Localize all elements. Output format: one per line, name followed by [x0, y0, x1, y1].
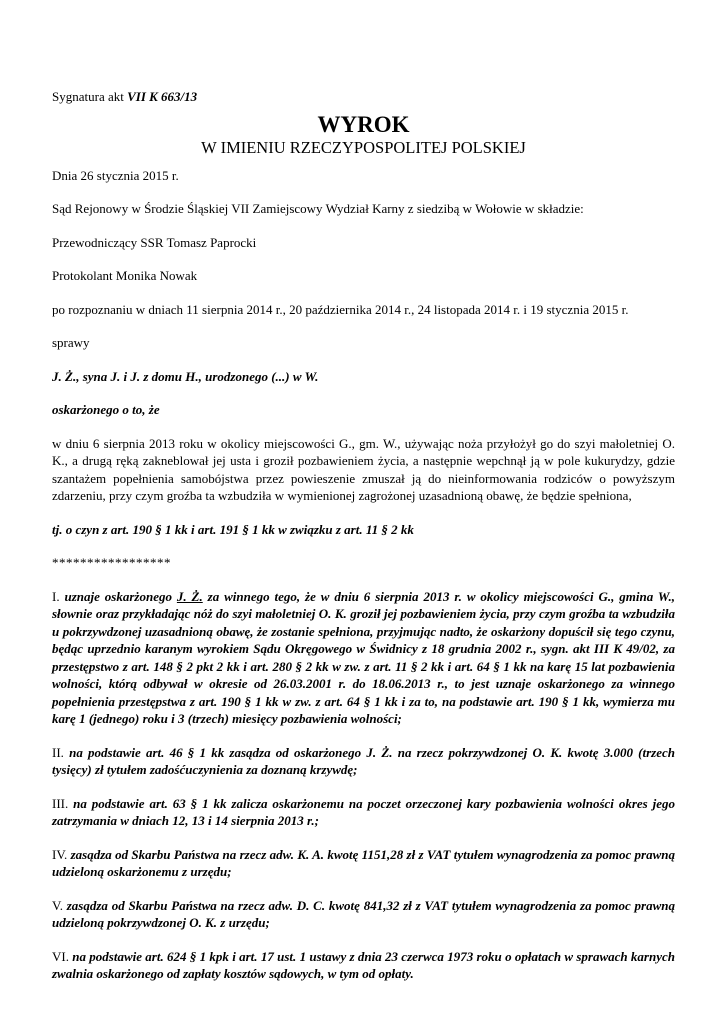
- ruling-item-v: [52, 897, 675, 932]
- signature-label: Sygnatura akt: [52, 89, 124, 104]
- ruling-item-iii: [52, 795, 675, 830]
- case-signature: [52, 88, 675, 106]
- item-vi-text: na podstawie art. 624 § 1 kpk i art. 17 ust. 1 ustawy z dnia 23 czerwca 1973 roku o opłatach w sprawach karnych zwalnia oskarżonego od zapłaty kosztów sądowych, w tym od opłaty.: [52, 948, 675, 981]
- item-i-text: za winnego tego, że w dniu 6 sierpnia 2013 r. w okolicy miejscowości G., gmina W., słownie oraz przykładając nóż do szyi małoletniej O. K. groził jej pozbawieniem życia, przy czym groźba ta wzbudziła u pokrzywdzonej uzasadnioną obawę, że zostanie spełniona, przyjmując nadto, że oskarżony dopuścił się tego czynu, będąc uprzednio karanym wyrokiem Sądu Okręgowego w Świdnicy z 18 grudnia 2002 r., sygn. akt III K 49/02, za przestępstwo z art. 148 § 2 pkt 2 kk i art. 280 § 2 kk w zw. z art. 11 § 2 kk i art. 64 § 1 kk na karę 15 lat pozbawienia wolności, którą odbywał w okresie od 26.03.2001 r. do 18.06.2013 r., to jest uznaje oskarżonego za winnego popełnienia przestępstwa z art. 190 § 1 kk w zw. z art. 64 § 1 kk i za to, na podstawie art. 190 § 1 kk, wymierza mu karę 1 (jednego) roku i 3 (trzech) miesięcy pozbawienia wolności;: [52, 588, 676, 726]
- defendant-details: J. Ż., syna J. i J. z domu H., urodzonego (...) w W.: [52, 368, 319, 384]
- judgment-document: [52, 88, 675, 983]
- legal-qualification: tj. o czyn z art. 190 § 1 kk i art. 191 § 1 kk w związku z art. 11 § 2 kk: [52, 521, 414, 537]
- item-v-text: zasądza od Skarbu Państwa na rzecz adw. D. C. kwotę 841,32 zł z VAT tytułem wynagrodzenia za pomoc prawną udzieloną pokrzywdzonej O. K. z urzędu;: [52, 897, 676, 930]
- separator: *****************: [52, 555, 171, 570]
- defendant-name: J. Ż.: [176, 588, 203, 604]
- hearing-dates: po rozpoznaniu w dniach 11 sierpnia 2014 r., 20 października 2014 r., 24 listopada 2014 r. i 19 stycznia 2015 r.: [52, 301, 629, 317]
- item-number: VI.: [52, 948, 69, 964]
- document-subtitle: W IMIENIU RZECZYPOSPOLITEJ POLSKIEJ: [201, 137, 526, 157]
- ruling-item-iv: [52, 846, 675, 881]
- document-title: WYROK: [317, 111, 410, 137]
- item-number: II.: [52, 744, 64, 760]
- accused-of-heading: oskarżonego o to, że: [52, 402, 160, 417]
- item-number: III.: [52, 795, 69, 811]
- item-number: I.: [52, 588, 60, 604]
- item-number: V.: [52, 897, 63, 913]
- presiding-judge: Przewodniczący SSR Tomasz Paprocki: [52, 234, 257, 250]
- ruling-item-ii: [52, 744, 675, 779]
- item-iii-text: na podstawie art. 63 § 1 kk zalicza oskarżonemu na poczet orzeczonej kary pozbawienia wolności okres jego zatrzymania w dniach 12, 13 i 14 sierpnia 2013 r.;: [52, 795, 675, 828]
- signature-value: VII K 663/13: [127, 89, 198, 104]
- court-composition: Sąd Rejonowy w Środzie Śląskiej VII Zamiejscowy Wydział Karny z siedzibą w Wołowie w składzie:: [52, 201, 584, 216]
- item-i-pre: uznaje oskarżonego: [64, 588, 172, 604]
- item-iv-text: zasądza od Skarbu Państwa na rzecz adw. K. A. kwotę 1151,28 zł z VAT tytułem wynagrodzenia za pomoc prawną udzieloną oskarżonemu z urzędu;: [52, 846, 676, 879]
- ruling-item-vi: [52, 948, 675, 983]
- item-number: IV.: [52, 846, 68, 862]
- court-clerk: Protokolant Monika Nowak: [52, 268, 198, 283]
- judgment-date: Dnia 26 stycznia 2015 r.: [52, 167, 179, 183]
- item-ii-text: na podstawie art. 46 § 1 kk zasądza od oskarżonego J. Ż. na rzecz pokrzywdzonej O. K. kwotę 3.000 (trzech tysięcy) zł tytułem zadośćuczynienia za doznaną krzywdę;: [52, 744, 675, 777]
- ruling-item-i: [52, 588, 675, 728]
- case-word: sprawy: [52, 335, 90, 350]
- facts-description: w dniu 6 sierpnia 2013 roku w okolicy miejscowości G., gm. W., używając noża przyłożył go do szyi małoletniej O. K., a drugą ręką zakneblował jej usta i groził pozbawieniem życia, a następnie wepchnął ją w pole kukurydzy, gdzie szantażem popełnienia samobójstwa przez powieszenie zmuszał ją do nieinformowania rodziców o powyższym zdarzeniu, przy czym groźba ta wzbudziła w wymienionej zagrożonej uzasadnioną obawę, że będzie spełniona,: [52, 435, 675, 503]
